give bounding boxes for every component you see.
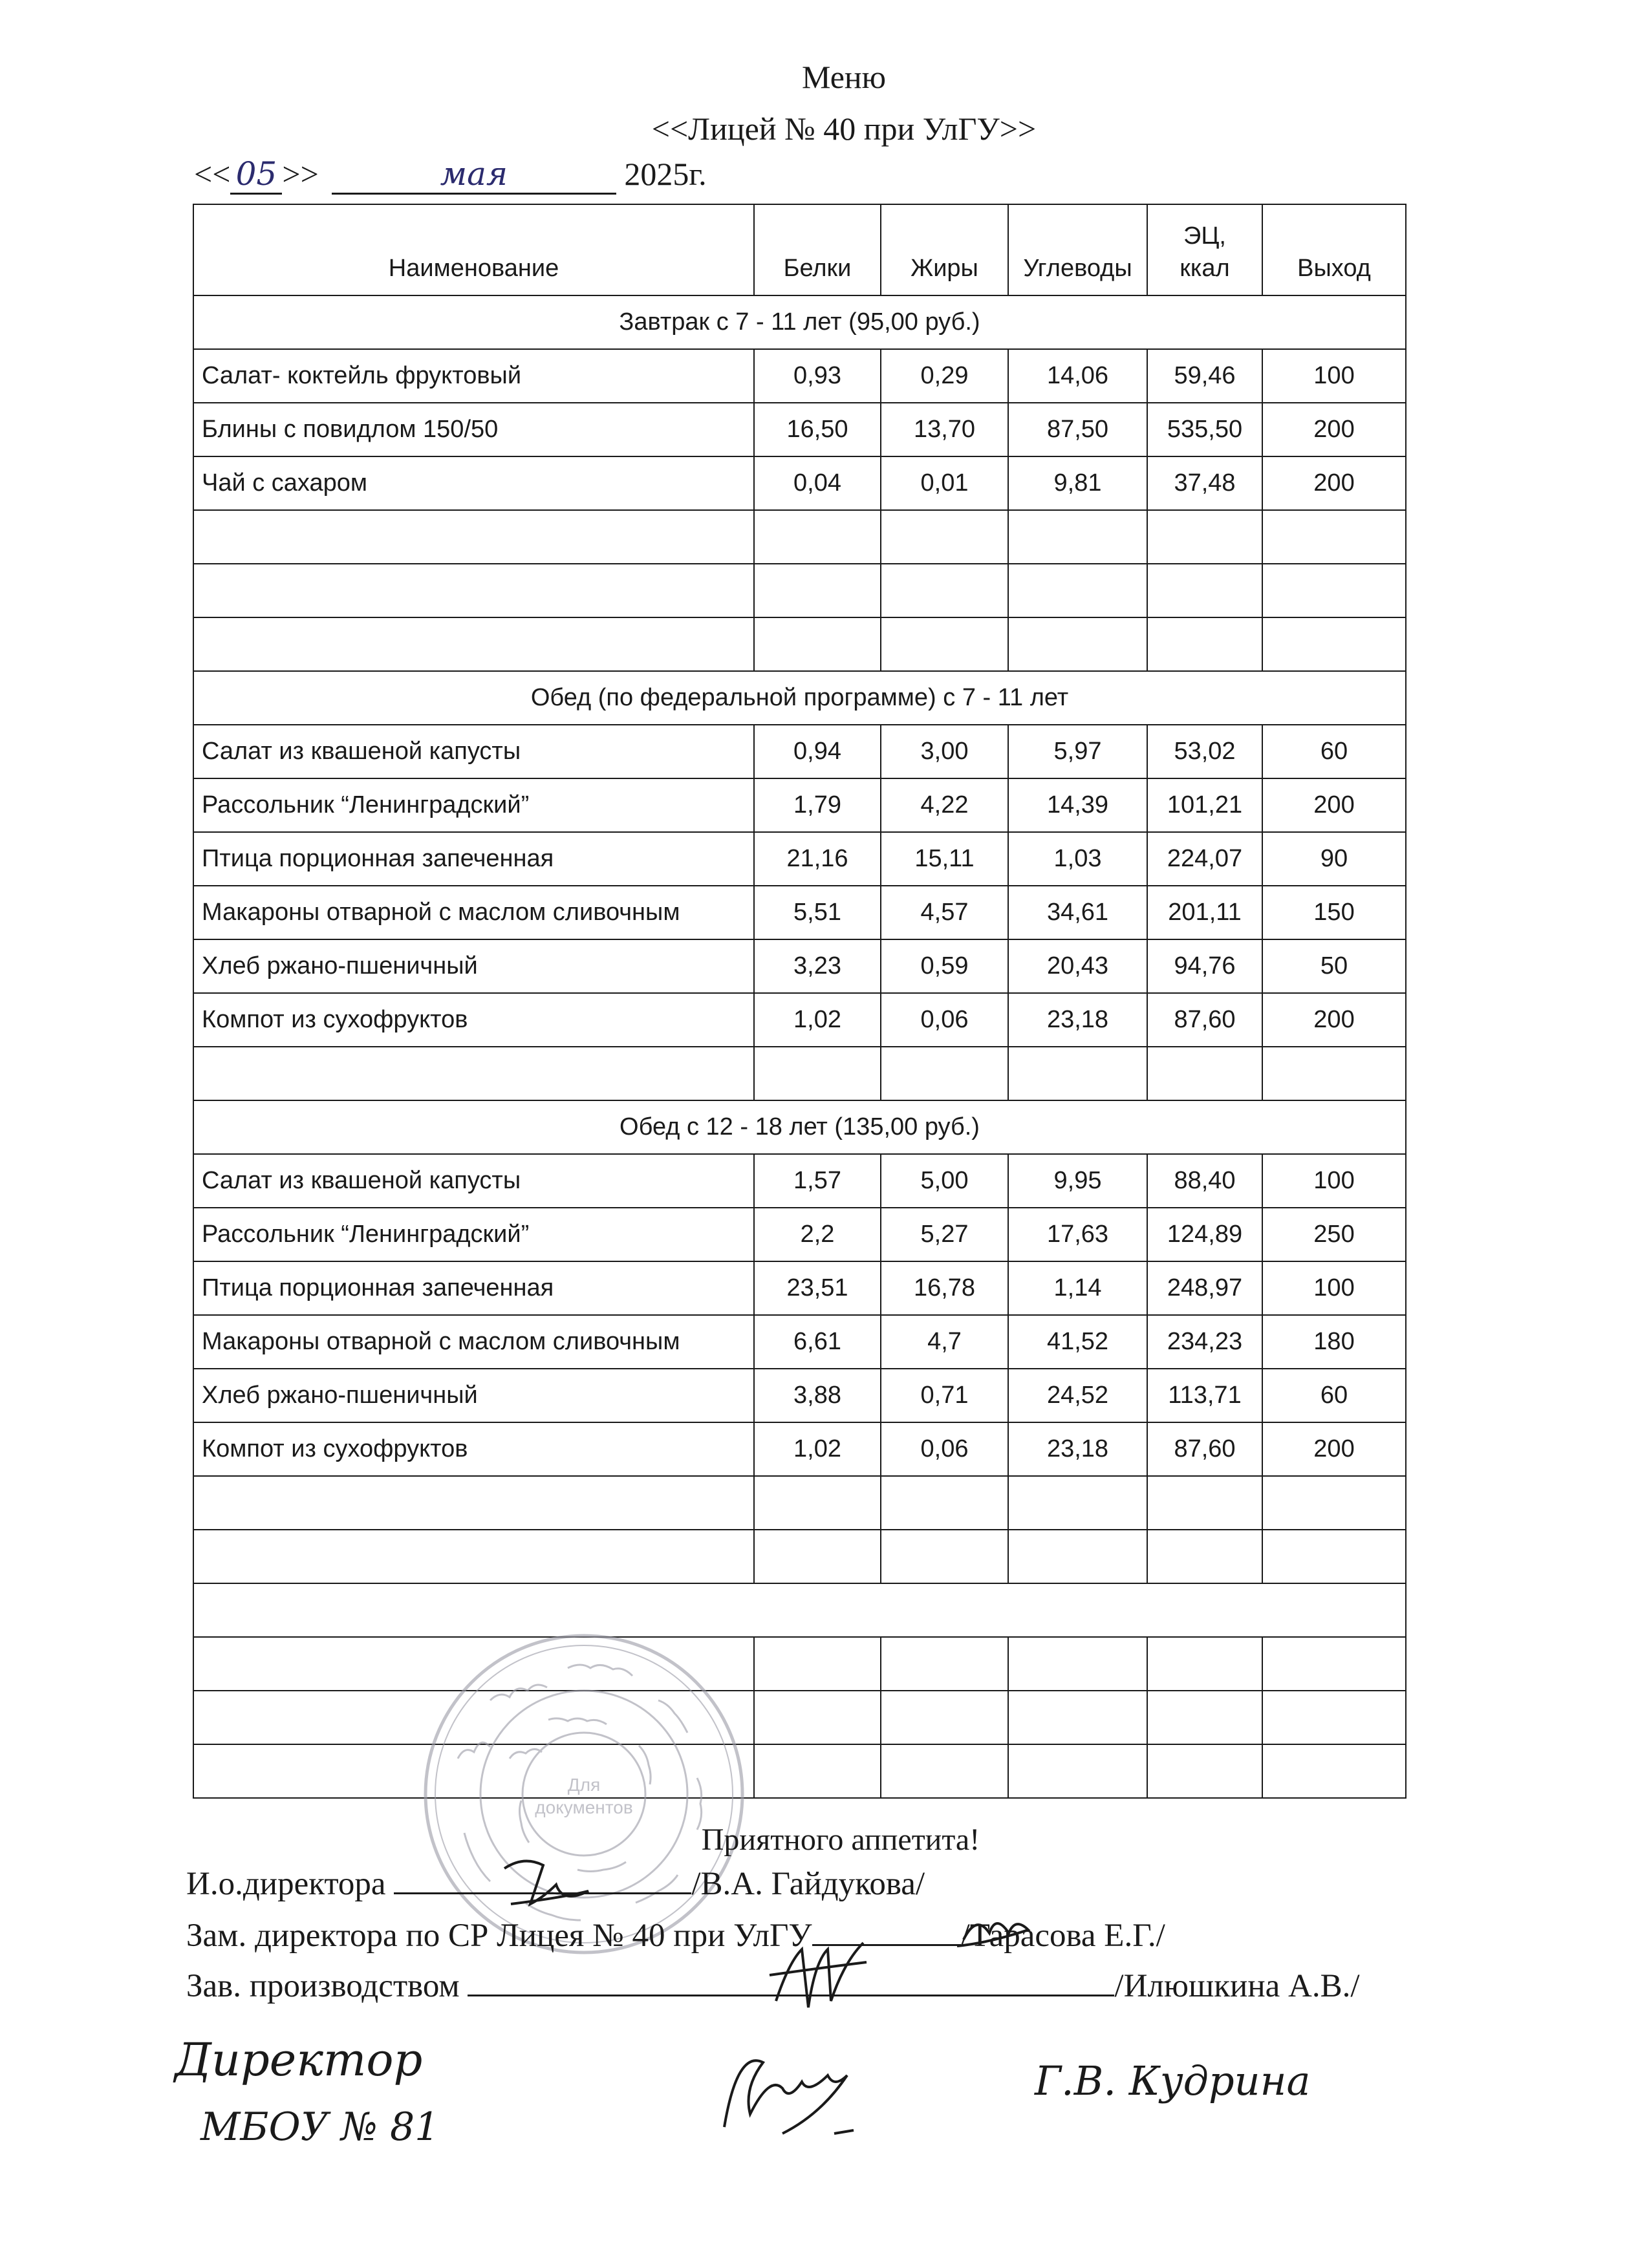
dish-name: Рассольник “Ленинградский” xyxy=(193,778,754,832)
dish-vyhod: 60 xyxy=(1262,1369,1406,1422)
empty-row xyxy=(193,1476,1406,1530)
svg-text:Директор: Директор xyxy=(175,2033,423,2086)
dish-vyhod: 100 xyxy=(1262,1154,1406,1208)
column-header-name: Наименование xyxy=(193,204,754,295)
table-row xyxy=(193,1422,1406,1476)
table-row xyxy=(193,939,1406,993)
dish-ec: 201,11 xyxy=(1147,886,1262,939)
dish-uglevody: 41,52 xyxy=(1008,1315,1147,1369)
dish-vyhod: 200 xyxy=(1262,403,1406,456)
dish-vyhod: 100 xyxy=(1262,349,1406,403)
table-row xyxy=(193,1315,1406,1369)
dish-name: Салат из квашеной капусты xyxy=(193,725,754,778)
dish-name: Салат- коктейль фруктовый xyxy=(193,349,754,403)
signature-role: И.о.директора xyxy=(186,1866,386,1902)
closing-phrase: Приятного аппетита! xyxy=(701,1823,980,1857)
dish-uglevody: 1,03 xyxy=(1008,832,1147,886)
dish-uglevody: 17,63 xyxy=(1008,1208,1147,1261)
dish-name: Компот из сухофруктов xyxy=(193,1422,754,1476)
dish-belki: 16,50 xyxy=(754,403,881,456)
table-row xyxy=(193,832,1406,886)
column-header-vyhod: Выход xyxy=(1262,204,1406,295)
dish-ec: 224,07 xyxy=(1147,832,1262,886)
dish-belki: 1,57 xyxy=(754,1154,881,1208)
dish-uglevody: 23,18 xyxy=(1008,1422,1147,1476)
deputy-signature-scribble xyxy=(957,1910,1048,1956)
dish-ec: 59,46 xyxy=(1147,349,1262,403)
date-year: 2025г. xyxy=(624,156,707,192)
table-row xyxy=(193,725,1406,778)
dish-zhiry: 4,7 xyxy=(881,1315,1008,1369)
dish-zhiry: 3,00 xyxy=(881,725,1008,778)
dish-vyhod: 200 xyxy=(1262,456,1406,510)
dish-ec: 248,97 xyxy=(1147,1261,1262,1315)
dish-ec: 53,02 xyxy=(1147,725,1262,778)
dish-belki: 3,88 xyxy=(754,1369,881,1422)
dish-belki: 2,2 xyxy=(754,1208,881,1261)
date-day-handwritten: 05 xyxy=(230,155,282,195)
document-title: Меню xyxy=(801,59,887,95)
dish-zhiry: 13,70 xyxy=(881,403,1008,456)
document-subtitle: <<Лицей № 40 при УлГУ>> xyxy=(651,111,1037,147)
dish-uglevody: 87,50 xyxy=(1008,403,1147,456)
dish-ec: 87,60 xyxy=(1147,1422,1262,1476)
dish-name: Макароны отварной с маслом сливочным xyxy=(193,1315,754,1369)
production-signature-scribble xyxy=(763,1936,879,2014)
table-row xyxy=(193,1154,1406,1208)
menu-table xyxy=(193,204,1406,1799)
dish-vyhod: 50 xyxy=(1262,939,1406,993)
section-row xyxy=(193,295,1406,349)
dish-name: Макароны отварной с маслом сливочным xyxy=(193,886,754,939)
empty-row xyxy=(193,1744,1406,1798)
dish-name: Птица порционная запеченная xyxy=(193,1261,754,1315)
dish-vyhod: 200 xyxy=(1262,1422,1406,1476)
dish-zhiry: 0,01 xyxy=(881,456,1008,510)
stamp-text-2: документов xyxy=(535,1797,633,1817)
dish-uglevody: 14,39 xyxy=(1008,778,1147,832)
dish-zhiry: 0,71 xyxy=(881,1369,1008,1422)
signature-name: /В.А. Гайдукова/ xyxy=(691,1866,925,1902)
dish-uglevody: 9,81 xyxy=(1008,456,1147,510)
dish-vyhod: 150 xyxy=(1262,886,1406,939)
dish-ec: 113,71 xyxy=(1147,1369,1262,1422)
column-header-uglevody: Углеводы xyxy=(1008,204,1147,295)
dish-name: Блины с повидлом 150/50 xyxy=(193,403,754,456)
signature-role: Зам. директора по СР Лицея № 40 при УлГУ xyxy=(186,1918,812,1954)
date-line xyxy=(194,155,707,195)
dish-ec: 88,40 xyxy=(1147,1154,1262,1208)
section-row xyxy=(193,1100,1406,1154)
table-row xyxy=(193,993,1406,1047)
empty-row xyxy=(193,1637,1406,1691)
section-title-breakfast: Завтрак с 7 - 11 лет (95,00 руб.) xyxy=(193,295,1406,349)
table-row xyxy=(193,778,1406,832)
dish-ec: 535,50 xyxy=(1147,403,1262,456)
dish-name: Хлеб ржано-пшеничный xyxy=(193,1369,754,1422)
dish-zhiry: 0,06 xyxy=(881,993,1008,1047)
dish-name: Компот из сухофруктов xyxy=(193,993,754,1047)
dish-uglevody: 34,61 xyxy=(1008,886,1147,939)
table-row xyxy=(193,1369,1406,1422)
empty-row xyxy=(193,564,1406,617)
dish-name: Рассольник “Ленинградский” xyxy=(193,1208,754,1261)
handwritten-note-name xyxy=(1028,2037,1429,2121)
stamp-text-1: Для xyxy=(567,1775,601,1795)
column-header-ec: ЭЦ, ккал xyxy=(1147,204,1262,295)
empty-row xyxy=(193,1047,1406,1100)
dish-uglevody: 5,97 xyxy=(1008,725,1147,778)
dish-vyhod: 200 xyxy=(1262,778,1406,832)
section-title-lunch-12-18: Обед с 12 - 18 лет (135,00 руб.) xyxy=(193,1100,1406,1154)
dish-belki: 3,23 xyxy=(754,939,881,993)
date-prefix: << xyxy=(194,156,231,192)
dish-zhiry: 0,59 xyxy=(881,939,1008,993)
dish-uglevody: 24,52 xyxy=(1008,1369,1147,1422)
director-signature-scribble xyxy=(491,1849,608,1920)
dish-zhiry: 4,57 xyxy=(881,886,1008,939)
dish-uglevody: 20,43 xyxy=(1008,939,1147,993)
handwritten-note-director xyxy=(162,2024,563,2166)
dish-name: Чай с сахаром xyxy=(193,456,754,510)
column-header-belki: Белки xyxy=(754,204,881,295)
dish-vyhod: 250 xyxy=(1262,1208,1406,1261)
dish-belki: 0,94 xyxy=(754,725,881,778)
empty-row xyxy=(193,1530,1406,1583)
table-row xyxy=(193,349,1406,403)
signature-role: Зав. производством xyxy=(186,1968,460,2004)
dish-vyhod: 200 xyxy=(1262,993,1406,1047)
dish-ec: 87,60 xyxy=(1147,993,1262,1047)
dish-ec: 124,89 xyxy=(1147,1208,1262,1261)
dish-belki: 1,79 xyxy=(754,778,881,832)
dish-vyhod: 60 xyxy=(1262,725,1406,778)
dish-zhiry: 16,78 xyxy=(881,1261,1008,1315)
dish-ec: 234,23 xyxy=(1147,1315,1262,1369)
dish-belki: 0,04 xyxy=(754,456,881,510)
dish-belki: 6,61 xyxy=(754,1315,881,1369)
dish-belki: 1,02 xyxy=(754,1422,881,1476)
dish-zhiry: 0,06 xyxy=(881,1422,1008,1476)
dish-uglevody: 9,95 xyxy=(1008,1154,1147,1208)
dish-belki: 5,51 xyxy=(754,886,881,939)
table-header-row xyxy=(193,204,1406,295)
handwritten-signature-bottom xyxy=(705,2037,899,2153)
signature-name: /Тарасова Е.Г./ xyxy=(960,1918,1165,1954)
dish-ec: 94,76 xyxy=(1147,939,1262,993)
dish-uglevody: 1,14 xyxy=(1008,1261,1147,1315)
svg-text:МБОУ № 81: МБОУ № 81 xyxy=(200,2104,440,2150)
dish-belki: 23,51 xyxy=(754,1261,881,1315)
dish-belki: 21,16 xyxy=(754,832,881,886)
table-row xyxy=(193,456,1406,510)
dish-vyhod: 90 xyxy=(1262,832,1406,886)
dish-zhiry: 5,27 xyxy=(881,1208,1008,1261)
section-title-lunch-7-11: Обед (по федеральной программе) с 7 - 11 лет xyxy=(193,671,1406,725)
dish-vyhod: 180 xyxy=(1262,1315,1406,1369)
empty-section-row xyxy=(193,1583,1406,1637)
svg-text:Г.В. Кудрина: Г.В. Кудрина xyxy=(1035,2057,1311,2104)
table-row xyxy=(193,886,1406,939)
table-row xyxy=(193,1261,1406,1315)
dish-uglevody: 23,18 xyxy=(1008,993,1147,1047)
dish-ec: 37,48 xyxy=(1147,456,1262,510)
signature-name: /Илюшкина А.В./ xyxy=(1114,1968,1360,2004)
table-row xyxy=(193,403,1406,456)
dish-zhiry: 15,11 xyxy=(881,832,1008,886)
dish-name: Птица порционная запеченная xyxy=(193,832,754,886)
dish-ec: 101,21 xyxy=(1147,778,1262,832)
dish-uglevody: 14,06 xyxy=(1008,349,1147,403)
dish-zhiry: 5,00 xyxy=(881,1154,1008,1208)
dish-belki: 0,93 xyxy=(754,349,881,403)
column-header-zhiry: Жиры xyxy=(881,204,1008,295)
empty-row xyxy=(193,510,1406,564)
section-row xyxy=(193,671,1406,725)
dish-name: Салат из квашеной капусты xyxy=(193,1154,754,1208)
empty-row xyxy=(193,1691,1406,1744)
dish-name: Хлеб ржано-пшеничный xyxy=(193,939,754,993)
date-mid: >> xyxy=(282,156,319,192)
dish-zhiry: 4,22 xyxy=(881,778,1008,832)
empty-row xyxy=(193,617,1406,671)
dish-belki: 1,02 xyxy=(754,993,881,1047)
date-month-handwritten: мая xyxy=(332,155,616,195)
table-row xyxy=(193,1208,1406,1261)
dish-zhiry: 0,29 xyxy=(881,349,1008,403)
dish-vyhod: 100 xyxy=(1262,1261,1406,1315)
